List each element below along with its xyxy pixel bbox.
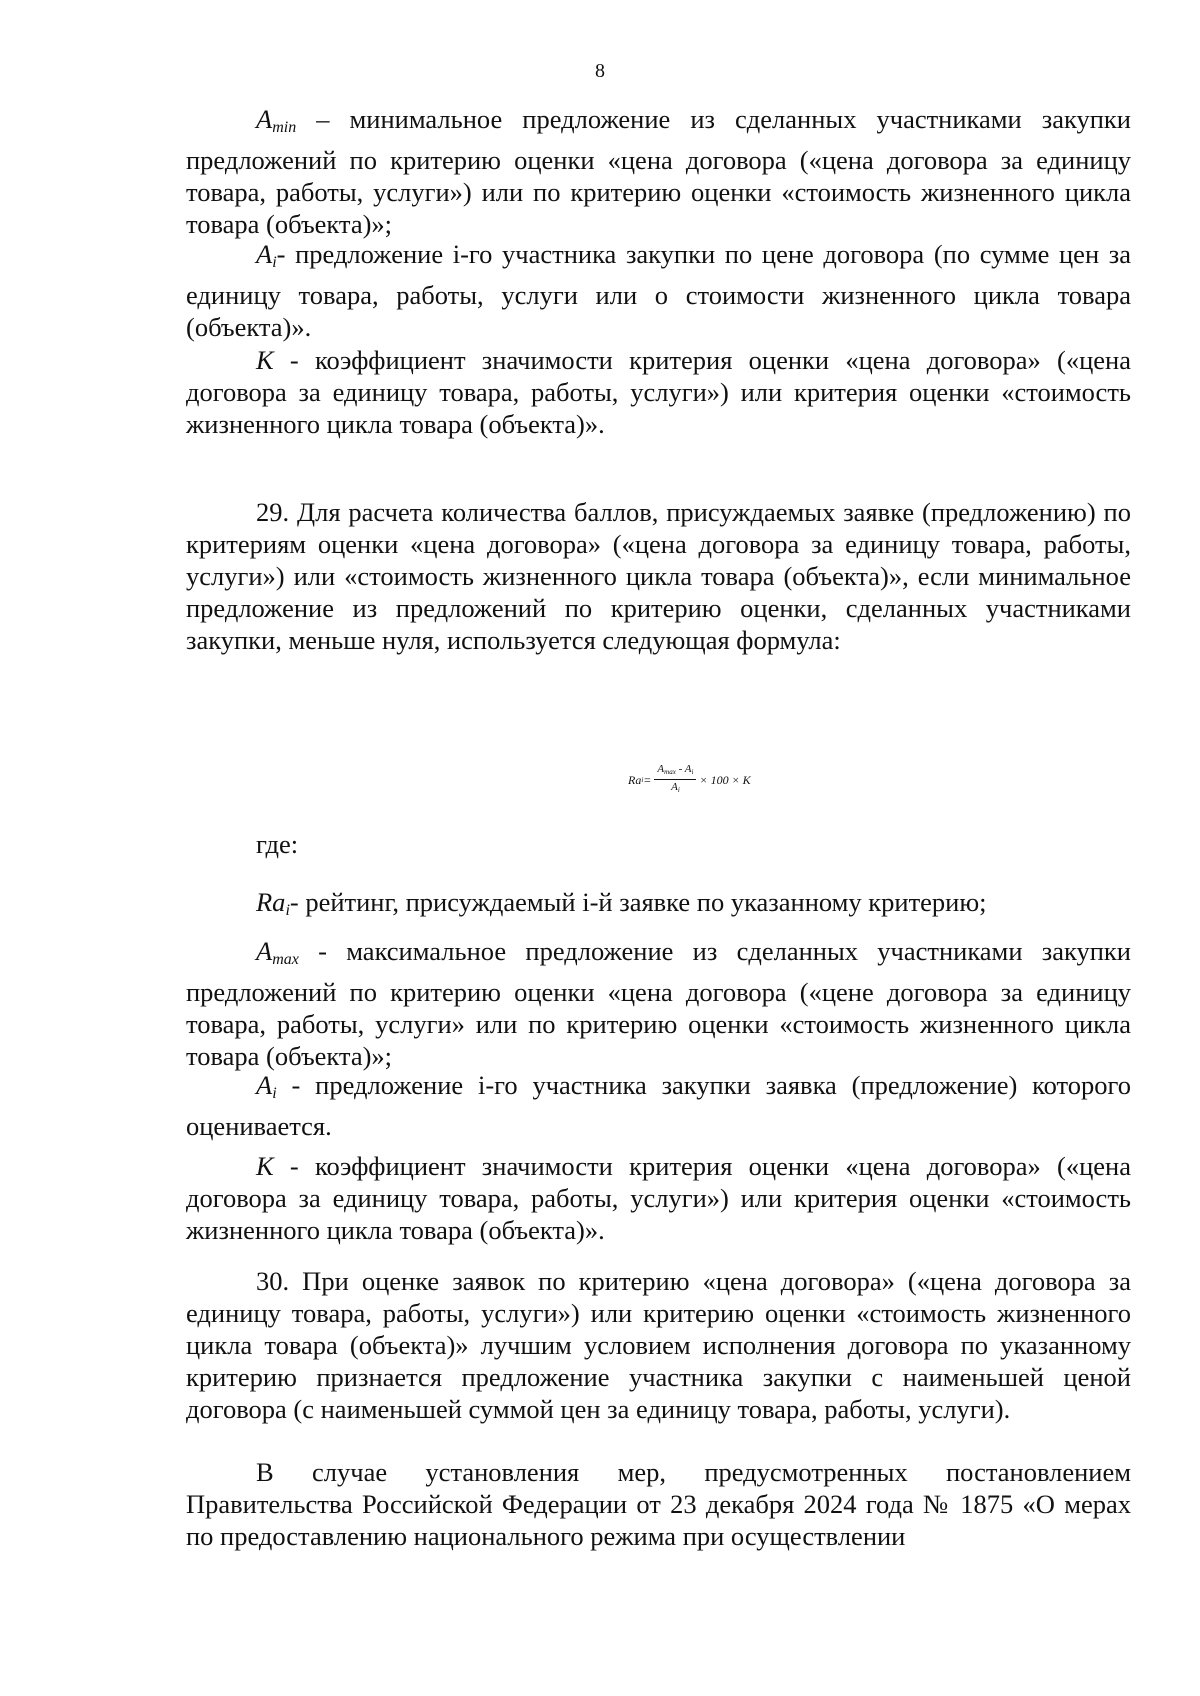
paragraph-amin-definition [186, 103, 1131, 240]
symbol-ra: Ra [256, 887, 286, 917]
symbol-a: A [256, 1070, 273, 1100]
paragraph-k-definition-2 [186, 1150, 1131, 1246]
rating-formula [628, 762, 751, 797]
paragraph-30 [186, 1265, 1131, 1425]
symbol-a: A [256, 239, 273, 269]
definition-text: - предложение i-го участника закупки заявка (предложение) которого оценивается. [186, 1070, 1131, 1141]
paragraph-text: 30. При оценке заявок по критерию «цена договора» («цена договора за единицу товара, работы, услуги») или критерию оценки «стоимость жизненного цикла товара (объекта)» лучшим условием исполнения договора по указанному критерию признается предложение участника закупки с наименьшей ценой договора (с наименьшей суммой цен за единицу товара, работы, услуги). [186, 1266, 1131, 1424]
definition-text: – минимальное предложение из сделанных участниками закупки предложений по критерию оценки «цена договора («цена договора за единицу товара, работы, услуги») или по критерию оценки «стоимость жизненного цикла товара (объекта)»; [186, 104, 1131, 239]
symbol-a: A [256, 104, 273, 134]
paragraph-national-regime [186, 1456, 1131, 1552]
where-label: где: [256, 829, 299, 859]
symbol-subscript: i [272, 1085, 277, 1102]
formula-tail: × 100 × K [699, 772, 751, 787]
paragraph-k-definition [186, 344, 1131, 440]
symbol-subscript: i [285, 902, 290, 919]
paragraph-text: 29. Для расчета количества баллов, присуждаемых заявке (предложению) по критериям оценки «цена договора» («цена договора за единицу товара, работы, услуги») или «стоимость жизненного цикла товара (объекта)», если минимальное предложение из предложений по критерию оценки, сделанных участниками закупки, меньше нуля, используется следующая формула: [186, 497, 1131, 655]
definition-text: - максимальное предложение из сделанных участниками закупки предложений по критерию оценки «цена договора («цене договора за единицу товара, работы, услуги» или по критерию оценки «стоимость жизненного цикла товара (объекта)»; [186, 936, 1131, 1071]
symbol-k: К [256, 1151, 274, 1181]
page-number: 8 [595, 60, 605, 82]
paragraph-ai-offer-definition [186, 1069, 1131, 1142]
formula-lhs-subscript: i [641, 775, 644, 784]
symbol-subscript: min [272, 119, 297, 136]
formula-lhs: Ra [628, 772, 642, 787]
definition-text: - предложение i-го участника закупки по цене договора (по сумме цен за единицу товара, работы, услуги или о стоимости жизненного цикла товара (объекта)». [186, 239, 1131, 342]
formula-equals: = [643, 772, 652, 787]
formula-denominator: Ai [671, 781, 680, 794]
paragraph-rai-definition [186, 886, 1131, 927]
formula-numerator: Amax - Ai [654, 762, 696, 780]
paragraph-ai-definition [186, 238, 1131, 343]
symbol-subscript: max [272, 951, 299, 968]
definition-text: - коэффициент значимости критерия оценки «цена договора» («цена договора за единицу товара, работы, услуги») или критерия оценки «стоимость жизненного цикла товара (объекта)». [186, 1151, 1131, 1245]
formula-fraction [654, 762, 696, 797]
symbol-subscript: i [272, 254, 277, 271]
paragraph-text: В случае установления мер, предусмотренных постановлением Правительства Российской Федерации от 23 декабря 2024 года № 1875 «О мерах по предоставлению национального режима при осуществлении [186, 1457, 1131, 1551]
definition-text: - коэффициент значимости критерия оценки «цена договора» («цена договора за единицу товара, работы, услуги») или критерия оценки «стоимость жизненного цикла товара (объекта)». [186, 345, 1131, 439]
paragraph-29 [186, 496, 1131, 656]
paragraph-amax-definition [186, 935, 1131, 1072]
definition-text: - рейтинг, присуждаемый i-й заявке по указанному критерию; [289, 887, 987, 917]
symbol-a: A [256, 936, 273, 966]
symbol-k: К [256, 345, 274, 375]
